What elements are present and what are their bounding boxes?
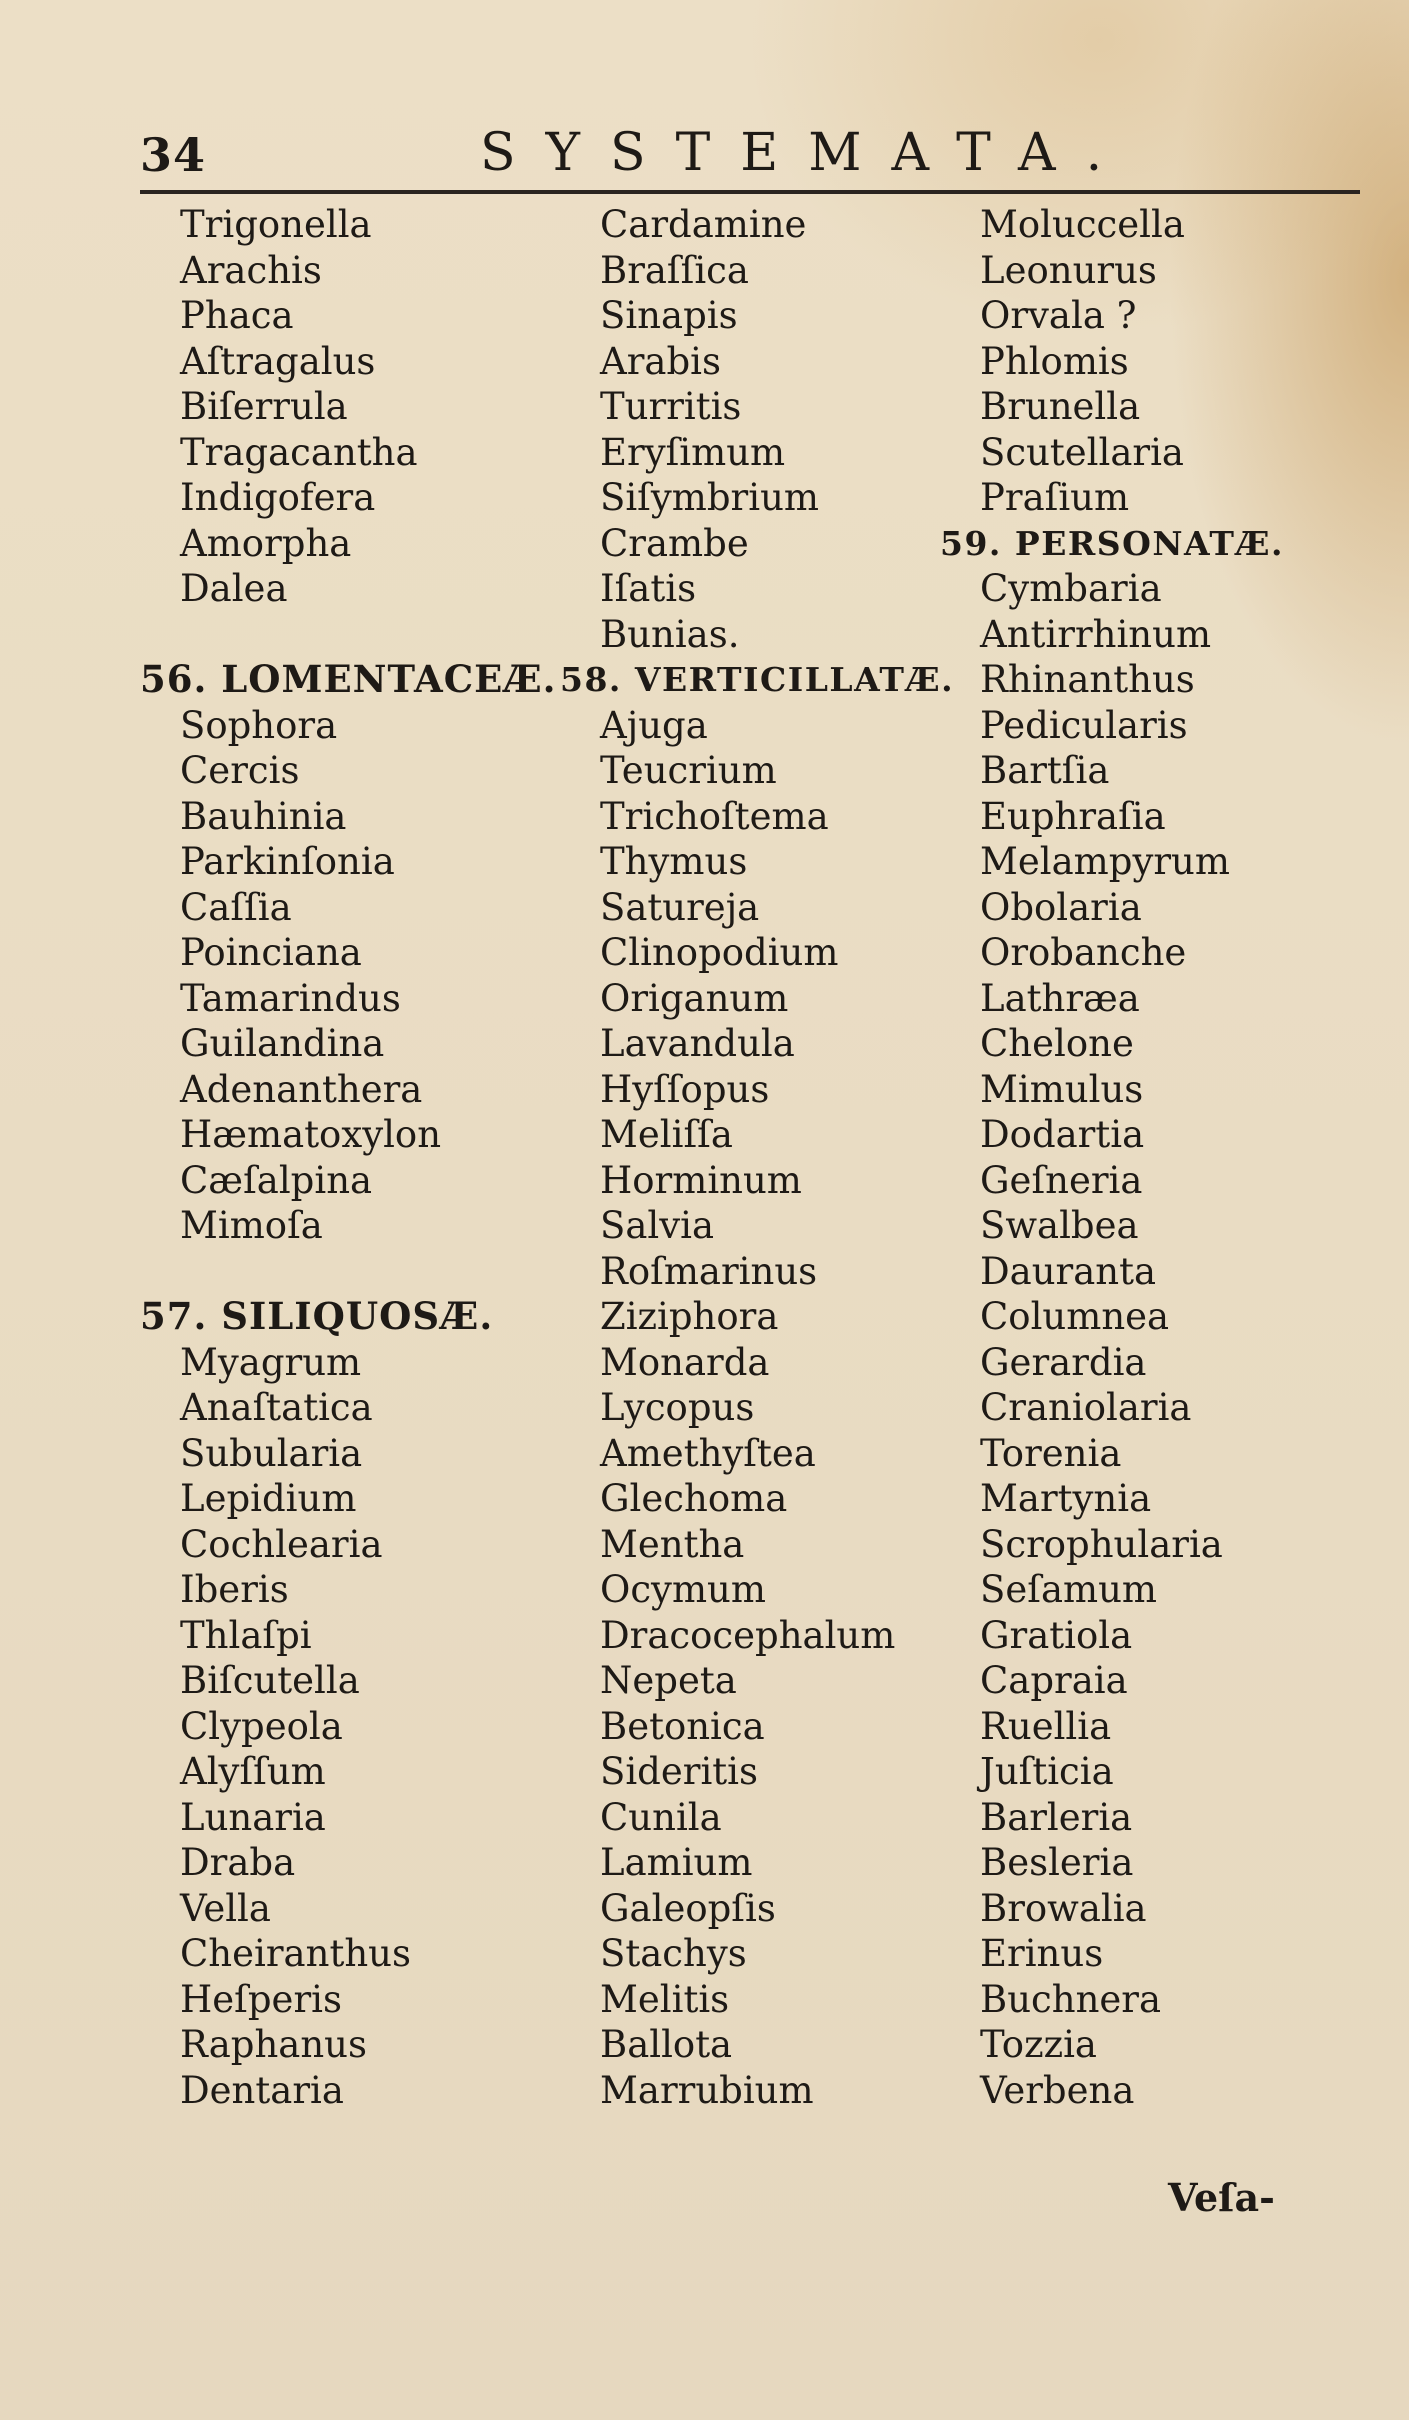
genus-entry: Myagrum [180,1340,362,1384]
genus-entry: Browalia [980,1886,1147,1930]
genus-entry: Phaca [180,294,294,337]
genus-entry: Biſerrula [180,385,348,428]
genus-entry: Scutellaria [980,430,1184,474]
running-head: SYSTEMATA. [480,123,1133,183]
column-middle [560,202,1000,2113]
genus-entry: Glechoma [600,1477,788,1520]
genus-entry: Caſſia [180,885,292,929]
genus-entry: Orobanche [980,931,1187,974]
genus-entry: Melampyrum [980,840,1230,883]
genus-entry: Betonica [600,1704,765,1748]
genus-entry: Anaſtatica [180,1386,373,1429]
genus-entry: Sinapis [600,294,738,337]
genus-entry: Teucrium [600,749,777,792]
genus-entry: Meliſſa [600,1113,733,1156]
genus-entry: Dodartia [980,1113,1145,1156]
genus-entry: Verbena [980,2068,1135,2112]
genus-entry: Siſymbrium [600,476,819,519]
genus-entry: Moluccella [980,203,1185,246]
genus-entry: Iberis [180,1568,289,1611]
genus-entry: Obolaria [980,885,1142,929]
genus-entry: Dentaria [180,2068,344,2112]
genus-entry: Orvala ? [980,294,1137,337]
genus-entry: Parkinſonia [180,840,395,883]
genus-entry: Capraia [980,1659,1128,1702]
genus-entry: Tamarindus [180,976,401,1020]
page-header [140,118,1340,188]
genus-entry: Swalbea [980,1204,1139,1247]
genus-entry: Braſſica [600,248,749,292]
genus-entry: Roſmarinus [600,1249,818,1293]
section-heading: 59. PERSONATÆ. [940,523,1285,563]
genus-entry: Dracocephalum [600,1613,896,1657]
genus-entry: Thymus [600,840,748,883]
genus-entry: Horminum [600,1158,802,1202]
genus-entry: Iſatis [600,567,697,610]
genus-entry: Cochlearia [180,1522,383,1566]
section-heading: 56. LOMENTACEÆ. [140,657,557,701]
genus-entry: Antirrhinum [980,612,1212,656]
genus-entry: Amethyſtea [600,1431,816,1475]
page-number: 34 [140,128,207,182]
genus-entry: Subularia [180,1431,363,1475]
genus-entry: Tragacantha [180,430,418,474]
genus-entry: Adenanthera [180,1067,423,1111]
genus-entry: Ziziphora [600,1295,779,1338]
genus-entry: Craniolaria [980,1386,1192,1429]
genus-entry: Satureja [600,885,760,929]
genus-entry: Arabis [600,339,721,383]
genus-entry: Praſium [980,476,1130,519]
genus-entry: Scrophularia [980,1522,1223,1566]
genus-entry: Eryſimum [600,430,786,474]
genus-entry: Cardamine [600,203,807,246]
genus-entry: Ballota [600,2023,733,2066]
genus-entry: Thlaſpi [180,1613,312,1657]
genus-entry: Nepeta [600,1659,737,1702]
catchword: Veſa- [1168,2175,1275,2220]
column-right [940,202,1380,2113]
genus-entry: Barleria [980,1795,1133,1839]
genus-entry: Melitis [600,1977,730,2021]
header-rule [140,190,1360,194]
genus-entry: Trigonella [180,203,372,246]
genus-entry: Monarda [600,1340,770,1384]
genus-entry: Sideritis [600,1750,758,1793]
genus-entry: Crambe [600,521,749,565]
genus-entry: Aſtragalus [180,339,376,383]
genus-entry: Geſneria [980,1158,1143,1202]
genus-entry: Origanum [600,976,789,1020]
genus-entry: Hæmatoxylon [180,1113,442,1156]
genus-entry: Mimulus [980,1067,1144,1111]
genus-entry: Mimoſa [180,1204,323,1247]
genus-entry: Lamium [600,1841,753,1884]
genus-entry: Ruellia [980,1704,1112,1748]
genus-entry: Lycopus [600,1386,755,1429]
genus-entry: Hyſſopus [600,1067,770,1111]
genus-entry: Poinciana [180,931,362,974]
genus-entry: Brunella [980,385,1141,428]
genus-entry: Turritis [600,385,742,428]
genus-entry: Rhinanthus [980,658,1195,701]
genus-entry: Cæſalpina [180,1158,373,1202]
genus-entry: Tozzia [980,2023,1097,2066]
genus-entry: Sophora [180,703,338,747]
genus-entry: Gratiola [980,1613,1133,1657]
section-heading: 58. VERTICILLATÆ. [560,660,955,699]
genus-entry: Martynia [980,1477,1152,1520]
genus-entry: Leonurus [980,248,1157,292]
genus-entry: Lavandula [600,1022,795,1065]
genus-entry: Seſamum [980,1568,1157,1611]
genus-entry: Cheiranthus [180,1932,411,1975]
genus-entry: Pedicularis [980,703,1188,747]
genus-entry: Stachys [600,1932,747,1975]
genus-entry: Columnea [980,1295,1170,1338]
genus-entry: Phlomis [980,339,1129,383]
genus-entry: Trichoſtema [600,794,829,838]
genus-entry: Dalea [180,567,288,610]
genus-entry: Lunaria [180,1795,326,1839]
genus-entry: Arachis [180,248,322,292]
genus-entry: Indigofera [180,476,376,519]
genus-entry: Guilandina [180,1022,385,1065]
genus-entry: Torenia [980,1431,1122,1475]
genus-entry: Erinus [980,1932,1104,1975]
genus-entry: Besleria [980,1841,1134,1884]
genus-entry: Bartſia [980,749,1110,792]
genus-entry: Bauhinia [180,794,347,838]
column-left [140,202,580,2113]
genus-entry: Juſticia [980,1750,1114,1793]
genus-entry: Gerardia [980,1340,1147,1384]
genus-entry: Bunias. [600,612,740,656]
section-heading: 57. SILIQUOSÆ. [140,1294,494,1338]
genus-entry: Dauranta [980,1249,1157,1293]
genus-entry: Lepidium [180,1477,357,1520]
genus-entry: Biſcutella [180,1659,360,1702]
genus-entry: Vella [180,1886,271,1930]
genus-entry: Mentha [600,1522,745,1566]
genus-entry: Clypeola [180,1704,343,1748]
genus-entry: Alyſſum [180,1750,326,1793]
genus-entry: Cercis [180,749,300,792]
genus-entry: Draba [180,1841,296,1884]
genus-entry: Cunila [600,1795,722,1839]
genus-entry: Clinopodium [600,931,839,974]
genus-entry: Salvia [600,1204,715,1247]
spacer-line [140,1249,580,1295]
genus-entry: Galeopſis [600,1886,776,1930]
genus-entry: Buchnera [980,1977,1162,2021]
genus-entry: Amorpha [180,521,352,565]
genus-entry: Ajuga [600,703,708,747]
genus-entry: Euphraſia [980,794,1166,838]
genus-entry: Cymbaria [980,567,1162,610]
genus-entry: Ocymum [600,1568,766,1611]
spacer-line [140,612,580,658]
genus-entry: Heſperis [180,1977,342,2021]
genus-entry: Marrubium [600,2068,814,2112]
genus-entry: Raphanus [180,2023,367,2066]
genus-entry: Chelone [980,1022,1134,1065]
genus-entry: Lathræa [980,976,1140,1020]
